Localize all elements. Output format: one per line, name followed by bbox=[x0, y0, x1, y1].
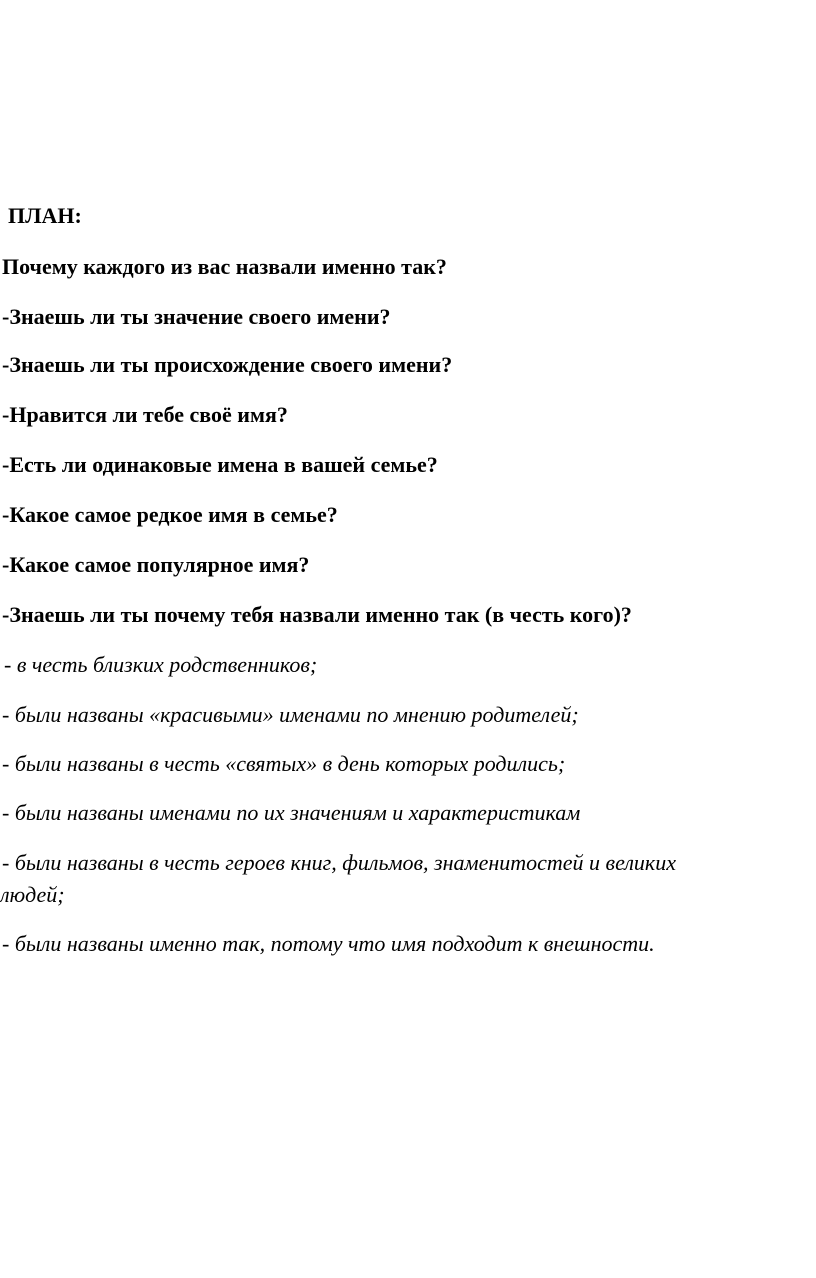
question-item: -Знаешь ли ты значение своего имени? bbox=[2, 304, 391, 329]
answer-item: - были названы именами по их значениям и характеристикам bbox=[2, 800, 581, 825]
question-item: -Есть ли одинаковые имена в вашей семье? bbox=[2, 452, 438, 477]
answer-item: - были названы в честь героев книг, фильмов, знаменитостей и великих bbox=[2, 850, 676, 875]
question-item: -Знаешь ли ты происхождение своего имени? bbox=[2, 352, 453, 377]
answer-item: - в честь близких родственников; bbox=[4, 652, 318, 677]
answer-item: - были названы в честь «святых» в день которых родились; bbox=[2, 751, 566, 776]
answer-item-continuation: людей; bbox=[0, 882, 65, 907]
answer-item: - были названы именно так, потому что имя подходит к внешности. bbox=[2, 931, 655, 956]
answer-item: - были названы «красивыми» именами по мнению родителей; bbox=[2, 702, 579, 727]
plan-heading: ПЛАН: bbox=[8, 203, 82, 228]
question-item: Почему каждого из вас назвали именно так? bbox=[2, 254, 447, 279]
question-item: -Какое самое популярное имя? bbox=[2, 552, 310, 577]
question-item: -Нравится ли тебе своё имя? bbox=[2, 402, 288, 427]
question-item: -Знаешь ли ты почему тебя назвали именно так (в честь кого)? bbox=[2, 602, 632, 627]
question-item: -Какое самое редкое имя в семье? bbox=[2, 502, 338, 527]
